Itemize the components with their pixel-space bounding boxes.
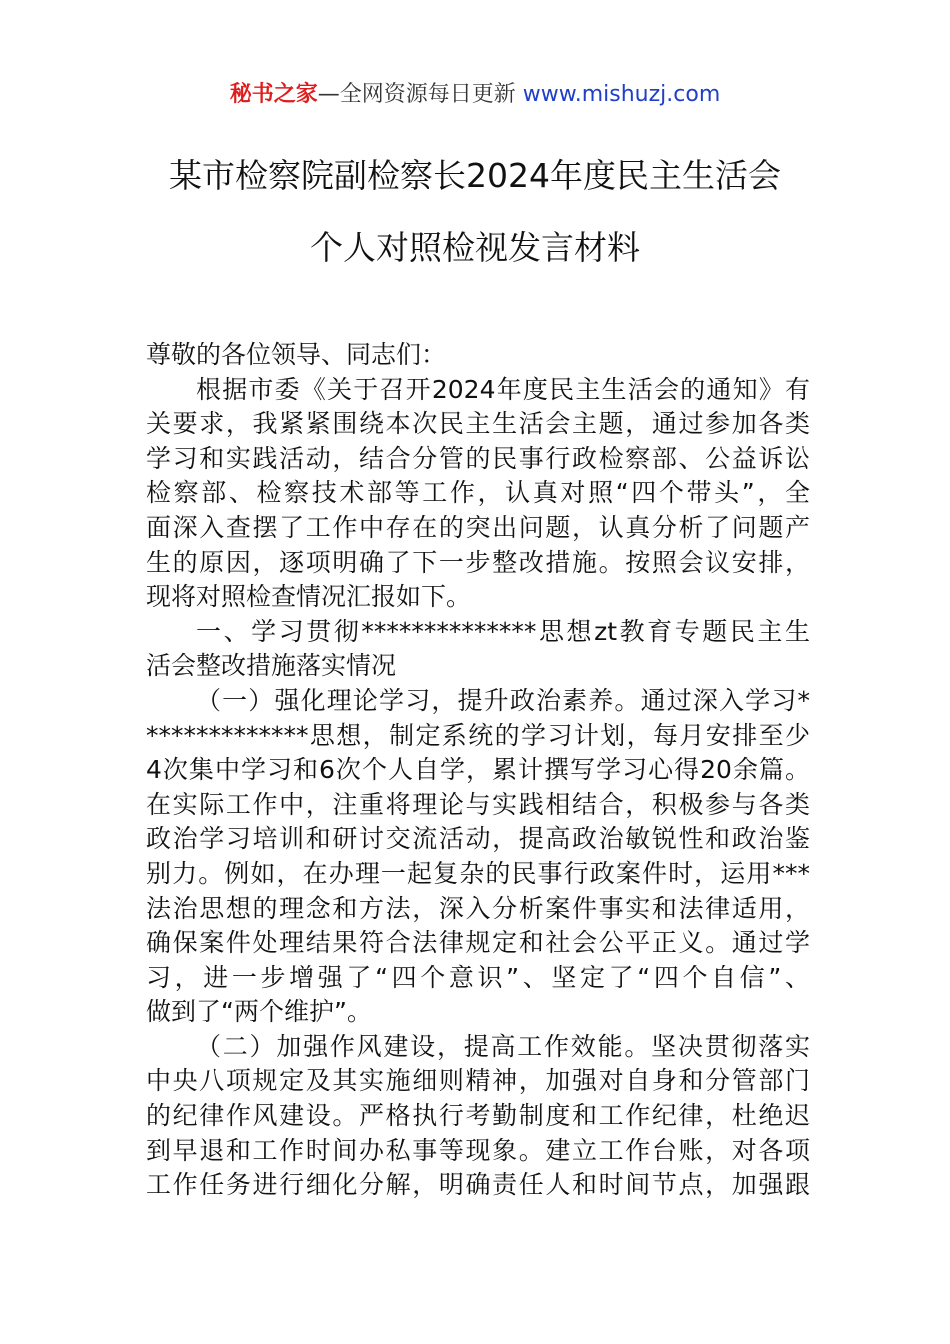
body-line: 习，进一步增强了“四个意识”、坚定了“四个自信”、 — [146, 962, 810, 992]
body-line: 中央八项规定及其实施细则精神，加强对自身和分管部门 — [146, 1066, 810, 1096]
body-line: 生的原因，逐项明确了下一步整改措施。按照会议安排， — [146, 547, 810, 577]
subsection-heading: （一）强化理论学习，提升政治素养。通过深入学习* — [196, 685, 810, 715]
body-line: 根据市委《关于召开2024年度民主生活会的通知》有 — [196, 374, 810, 404]
site-banner — [0, 80, 950, 110]
site-brand: 秘书之家 — [229, 82, 318, 107]
body-line: 确保案件处理结果符合法律规定和社会公平正义。通过学 — [146, 928, 810, 958]
document-title-line-1: 某市检察院副检察长2024年度民主生活会 — [169, 156, 781, 195]
site-url-link[interactable]: www.mishuzj.com — [522, 82, 721, 107]
body-line: 政治学习培训和研讨交流活动，提高政治敏锐性和政治鉴 — [146, 824, 810, 854]
site-tagline: —全网资源每日更新 — [317, 82, 523, 107]
body-line: 工作任务进行细化分解，明确责任人和时间节点，加强跟 — [146, 1170, 810, 1200]
body-line: 检察部、检察技术部等工作，认真对照“四个带头”，全 — [146, 478, 810, 508]
subsection-heading: （二）加强作风建设，提高工作效能。坚决贯彻落实 — [196, 1031, 810, 1061]
body-line: 学习和实践活动，结合分管的民事行政检察部、公益诉讼 — [146, 443, 810, 473]
body-line: 关要求，我紧紧围绕本次民主生活会主题，通过参加各类 — [146, 409, 810, 439]
section-heading: 一、学习贯彻**************思想zt教育专题民主生 — [196, 616, 810, 646]
body-line: 在实际工作中，注重将理论与实践相结合，积极参与各类 — [146, 789, 810, 819]
section-heading: 活会整改措施落实情况 — [146, 651, 397, 681]
body-line: 现将对照检查情况汇报如下。 — [146, 582, 472, 612]
body-line: 别力。例如，在办理一起复杂的民事行政案件时，运用*** — [146, 858, 810, 888]
body-line: 做到了“两个维护”。 — [146, 997, 372, 1027]
salutation: 尊敬的各位领导、同志们： — [146, 340, 447, 369]
body-line: 面深入查摆了工作中存在的突出问题，认真分析了问题产 — [146, 512, 810, 542]
body-line: 4次集中学习和6次个人自学，累计撰写学习心得20余篇。 — [146, 755, 810, 785]
body-line: *************思想，制定系统的学习计划，每月安排至少 — [146, 720, 810, 750]
body-line: 法治思想的理念和方法，深入分析案件事实和法律适用， — [146, 893, 810, 923]
body-line: 的纪律作风建设。严格执行考勤制度和工作纪律，杜绝迟 — [146, 1101, 810, 1131]
body-line: 到早退和工作时间办私事等现象。建立工作台账，对各项 — [146, 1135, 810, 1165]
document-title-line-2: 个人对照检视发言材料 — [310, 228, 640, 267]
document-body — [146, 338, 810, 1203]
